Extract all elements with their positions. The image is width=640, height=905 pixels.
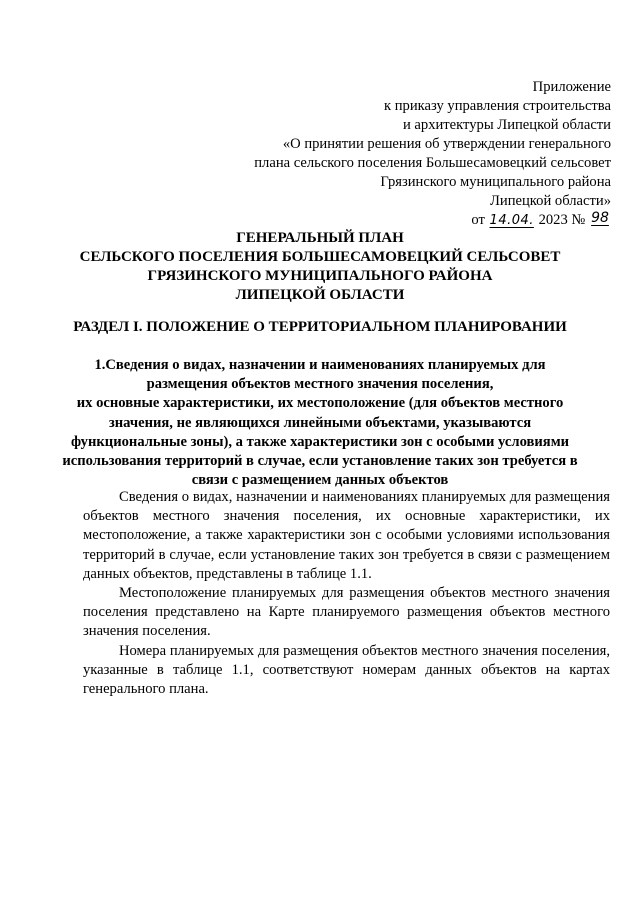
- appendix-line: Грязинского муниципального района: [380, 174, 611, 190]
- subsection-line: 1.Сведения о видах, назначении и наименованиях планируемых для: [94, 357, 546, 373]
- subsection-line: функциональные зоны), а также характеристики зон с особыми условиями: [70, 433, 570, 450]
- subsection-line: использования территорий в случае, если установление таких зон требуется в: [62, 453, 578, 470]
- order-year: 2023: [538, 212, 568, 228]
- appendix-line: Приложение: [532, 79, 611, 95]
- title-line: ГЕНЕРАЛЬНЫЙ ПЛАН: [236, 230, 404, 246]
- handwritten-date: 14.04.: [489, 213, 534, 228]
- document-title: [0, 229, 640, 305]
- date-prefix: от: [471, 212, 485, 228]
- body-paragraph: Номера планируемых для размещения объектов местного значения поселения, указанные в таблице 1.1, соответствуют номерам данных объектов на картах генерального плана.: [83, 642, 610, 698]
- section-heading: РАЗДЕЛ I. ПОЛОЖЕНИЕ О ТЕРРИТОРИАЛЬНОМ ПЛАНИРОВАНИИ: [73, 319, 567, 335]
- body-text: [83, 488, 610, 699]
- subsection-line: их основные характеристики, их местоположение (для объектов местного: [76, 395, 564, 412]
- body-paragraph: Местоположение планируемых для размещения объектов местного значения поселения представлено на Карте планируемого размещения объектов местного значения поселения.: [83, 585, 610, 640]
- appendix-header: [191, 78, 611, 230]
- title-line: СЕЛЬСКОГО ПОСЕЛЕНИЯ БОЛЬШЕСАМОВЕЦКИЙ СЕЛЬСОВЕТ: [79, 249, 561, 265]
- appendix-line: «О принятии решения об утверждении генерального: [282, 136, 611, 152]
- subsection-line: связи с размещением данных объектов: [191, 472, 449, 489]
- number-sign: №: [571, 212, 586, 228]
- appendix-line: к приказу управления строительства: [384, 98, 611, 114]
- subsection-heading: [0, 356, 640, 490]
- subsection-line: значения, не являющихся линейными объектами, указываются: [108, 414, 532, 431]
- appendix-line: плана сельского поселения Большесамовецкий сельсовет: [254, 155, 611, 171]
- title-line: ГРЯЗИНСКОГО МУНИЦИПАЛЬНОГО РАЙОНА: [147, 268, 493, 284]
- appendix-line: и архитектуры Липецкой области: [402, 117, 611, 133]
- title-line: ЛИПЕЦКОЙ ОБЛАСТИ: [235, 287, 405, 303]
- order-date-line: [191, 211, 611, 230]
- handwritten-order-number: 98: [591, 210, 609, 226]
- appendix-line: Липецкой области»: [490, 193, 611, 209]
- subsection-line: размещения объектов местного значения поселения,: [146, 376, 494, 393]
- body-paragraph: Сведения о видах, назначении и наименованиях планируемых для размещения объектов местного значения поселения, их основные характеристики, их местоположение, а также характеристики зон с особыми условиями использования территорий в случае, если установление таких зон требуется в связи с размещением данных объектов, представлены в таблице 1.1.: [83, 489, 610, 582]
